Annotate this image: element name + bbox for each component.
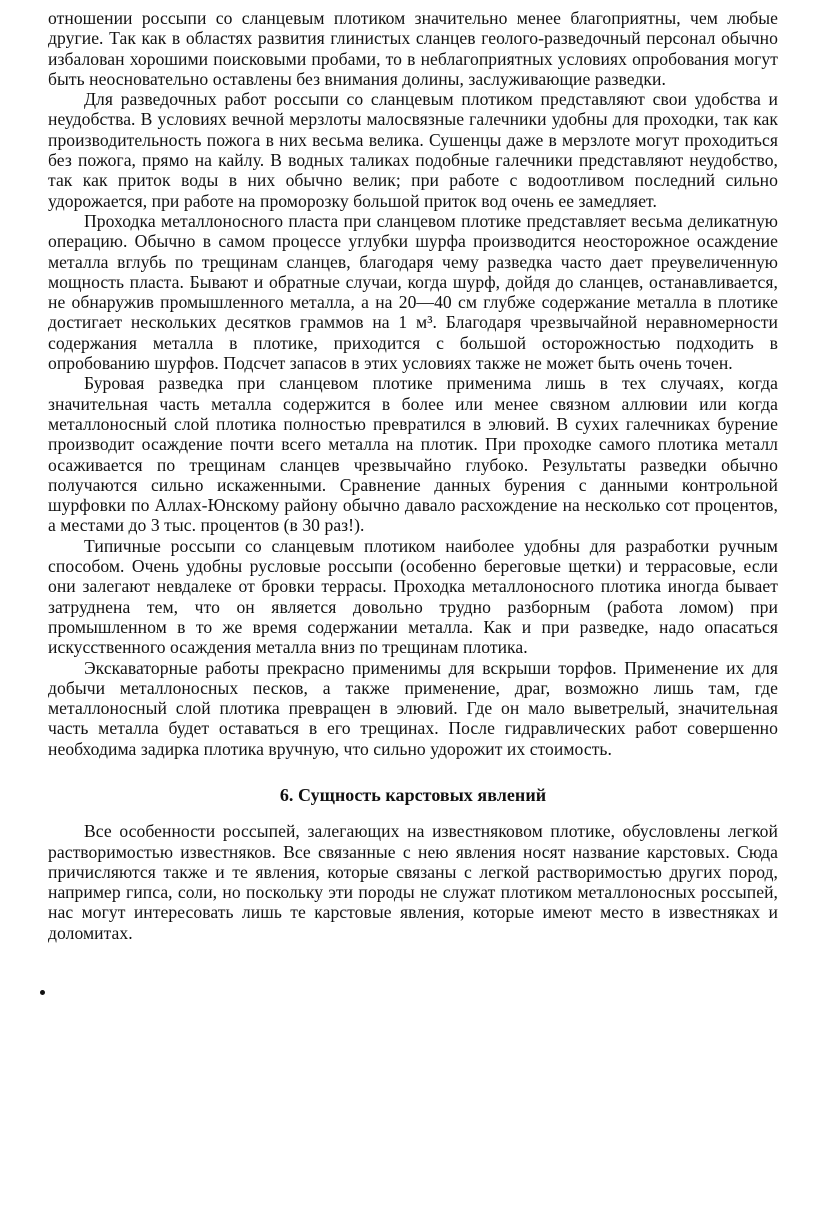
paragraph-2: Для разведочных работ россыпи со сланцевым плотиком представляют свои удобства и неудобства. В условиях вечной мерзлоты малосвязные галечники удобны для проходки, так как производительность пожога в них весьма велика. Сушенцы даже в мерзлоте могут проходиться без пожога, прямо на кайлу. В водных таликах подобные галечники представляют неудобство, так как приток воды в них обычно велик; при работе с водоотливом последний сильно удорожается, при работе на проморозку большой приток вод очень ее замедляет. (48, 89, 778, 211)
paragraph-4: Буровая разведка при сланцевом плотике применима лишь в тех случаях, когда значительная часть металла содержится в более или менее связном аллювии или когда металлоносный слой плотика полностью превратился в элювий. В сухих галечниках бурение производит осаждение почти всего металла на плотик. При проходке самого плотика металл осаживается по трещинам сланцев чрезвычайно глубоко. Результаты разведки обычно получаются сильно искаженными. Сравнение данных бурения с данными контрольной шурфовки по Аллах-Юнскому району обычно давало расхождение на несколько сот процентов, а местами до 3 тыс. процентов (в 30 раз!). (48, 373, 778, 536)
section-heading: 6. Сущность карстовых явлений (279, 784, 547, 805)
page-body (48, 8, 778, 943)
section-paragraph: Все особенности россыпей, залегающих на известняковом плотике, обусловлены легкой растворимостью известняков. Все связанные с нею явления носят название карстовых. Сюда причисляются также и те явления, которые связаны с легкой растворимостью других пород, например гипса, соли, но поскольку эти породы не служат плотиком металлоносных россыпей, нас могут интересовать лишь те карстовые явления, которые имеют место в известняках и доломитах. (48, 821, 778, 943)
paragraph-6: Экскаваторные работы прекрасно применимы для вскрыши торфов. Применение их для добычи металлоносных песков, а также применение, драг, возможно лишь там, где металлоносный слой плотика превращен в элювий. Где он мало выветрелый, значительная часть металла будет оставаться в его трещинах. После гидравлических работ совершенно необходима задирка плотика вручную, что сильно удорожит их стоимость. (48, 657, 778, 759)
paragraph-1: отношении россыпи со сланцевым плотиком значительно менее благоприятны, чем любые другие. Так как в областях развития глинистых сланцев геолого-разведочный персонал обычно избалован хорошими поисковыми пробами, то в неблагоприятных условиях опробования могут быть неосновательно оставлены без внимания долины, заслуживающие разведки. (48, 8, 778, 89)
paragraph-5: Типичные россыпи со сланцевым плотиком наиболее удобны для разработки ручным способом. Очень удобны русловые россыпи (особенно береговые щетки) и террасовые, если они залегают невдалеке от бровки террасы. Проходка металлоносного плотика иногда бывает затруднена тем, что он является довольно трудно разборным (работа ломом) при промышленном в то же время содержании металла. Как и при разведке, надо опасаться искусственного осаждения металла вниз по трещинам плотика. (48, 535, 778, 658)
margin-dot (40, 990, 45, 995)
paragraph-3: Проходка металлоносного пласта при сланцевом плотике представляет весьма деликатную операцию. Обычно в самом процессе углубки шурфа производится неосторожное осаждение металла вглубь по трещинам сланцев, благодаря чему разведка часто дает преувеличенную мощность пласта. Бывают и обратные случаи, когда шурф, дойдя до сланцев, останавливается, не обнаружив промышленного металла, а на 20—40 см глубже содержание металла в плотике достигает нескольких десятков граммов на 1 м³. Благодаря чрезвычайной неравномерности содержания металла в плотике, приходится с большой осторожностью подходить в опробованию шурфов. Подсчет запасов в этих условиях также не может быть очень точен. (48, 210, 778, 374)
